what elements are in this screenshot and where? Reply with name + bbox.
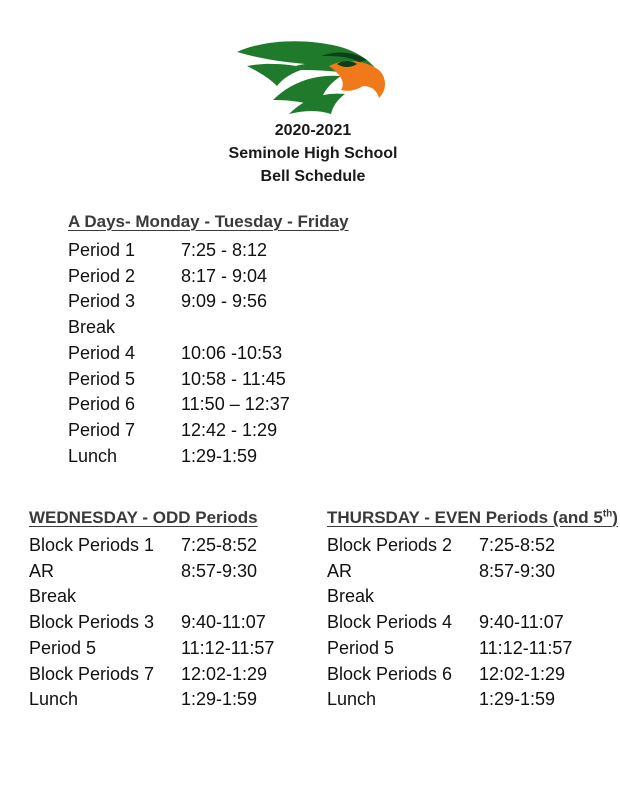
period-label: Period 6 [68, 394, 136, 415]
period-label: Block Periods 3 [29, 612, 155, 633]
schedule-row [29, 687, 309, 711]
period-time: 12:02-1:29 [181, 663, 268, 684]
period-time: 7:25-8:52 [181, 535, 258, 555]
period-label: AR [29, 560, 55, 581]
schedule-row [29, 584, 309, 608]
schedule-row [68, 238, 348, 262]
thursday-heading-sup: th [602, 508, 613, 520]
schedule-row [327, 533, 607, 557]
wednesday-heading: WEDNESDAY - ODD Periods [29, 508, 258, 527]
period-label: Block Periods 7 [29, 663, 155, 684]
period-time: 8:17 - 9:04 [181, 265, 268, 286]
schedule-row [68, 418, 348, 442]
schedule-row [327, 687, 607, 711]
period-time: 7:25 - 8:12 [181, 240, 268, 260]
period-label: Lunch [68, 445, 118, 466]
schedule-row [327, 559, 607, 583]
period-time: 11:12-11:57 [181, 637, 275, 658]
schedule-row [68, 289, 348, 313]
schedule-row [68, 264, 348, 288]
schedule-row [327, 662, 607, 686]
a-days-heading: A Days- Monday - Tuesday - Friday [68, 212, 349, 231]
period-label: Period 5 [327, 637, 395, 658]
schedule-row [68, 341, 348, 365]
period-label: Period 1 [68, 240, 136, 260]
document-title [0, 119, 620, 188]
period-label: Block Periods 6 [327, 663, 453, 684]
logo-beak-shape [329, 61, 385, 98]
schedule-row [68, 444, 348, 468]
schedule-row [29, 533, 309, 557]
period-time: 1:29-1:59 [181, 445, 258, 466]
schedule-row [29, 662, 309, 686]
title-doc: Bell Schedule [260, 168, 366, 185]
period-time: 9:40-11:07 [479, 612, 564, 633]
title-year: 2020-2021 [274, 122, 352, 139]
schedule-row [68, 315, 348, 339]
schedule-row [68, 392, 348, 416]
schedule-row [327, 636, 607, 660]
period-label: Period 5 [29, 637, 97, 658]
period-time: 9:40-11:07 [181, 612, 266, 633]
period-time: 10:06 -10:53 [181, 342, 283, 363]
period-time: 12:42 - 1:29 [181, 419, 278, 440]
period-label: Period 3 [68, 291, 136, 312]
period-label: Break [29, 586, 77, 607]
period-label: Break [327, 586, 375, 607]
period-label: Break [68, 317, 116, 338]
period-label: Period 2 [68, 265, 136, 286]
hawk-logo [233, 36, 389, 116]
period-time: 9:09 - 9:56 [181, 291, 268, 312]
period-label: Period 7 [68, 419, 136, 440]
schedule-row [327, 610, 607, 634]
period-label: Block Periods 1 [29, 535, 155, 555]
period-time: 12:02-1:29 [479, 663, 566, 684]
period-label: Lunch [327, 689, 377, 710]
period-time: 11:12-11:57 [479, 637, 573, 658]
period-time: 8:57-9:30 [181, 560, 258, 581]
title-school: Seminole High School [228, 145, 398, 162]
thursday-heading-text: THURSDAY - EVEN Periods (and 5 [327, 508, 603, 527]
period-time: 10:58 - 11:45 [181, 368, 286, 389]
period-time: 7:25-8:52 [479, 535, 556, 555]
schedule-row [29, 559, 309, 583]
thursday-heading [327, 508, 618, 528]
period-label: Lunch [29, 689, 79, 710]
schedule-row [327, 584, 607, 608]
logo-feather-shape [247, 64, 307, 86]
period-time: 11:50 – 12:37 [181, 394, 290, 415]
schedule-row [29, 610, 309, 634]
period-label: Block Periods 2 [327, 535, 453, 555]
period-label: Period 5 [68, 368, 136, 389]
period-time: 1:29-1:59 [479, 689, 556, 710]
period-label: Period 4 [68, 342, 136, 363]
period-time: 8:57-9:30 [479, 560, 556, 581]
period-time: 1:29-1:59 [181, 689, 258, 710]
period-label: AR [327, 560, 353, 581]
schedule-row [68, 367, 348, 391]
thursday-heading-end: ) [612, 508, 618, 527]
schedule-row [29, 636, 309, 660]
period-label: Block Periods 4 [327, 612, 453, 633]
